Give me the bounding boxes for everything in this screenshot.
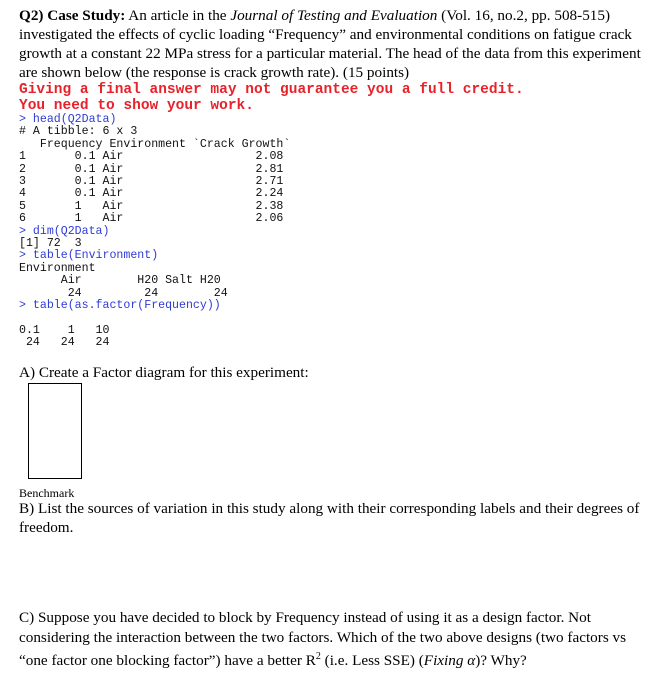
part-a-prompt: A) Create a Factor diagram for this experiment:	[19, 364, 309, 381]
part-c-prompt	[19, 608, 647, 671]
table-env-header: Environment	[19, 261, 96, 275]
tibble-info: # A tibble: 6 x 3	[19, 125, 138, 139]
tibble-row: 6 1 Air 2.06	[19, 212, 284, 226]
r-squared-superscript: 2	[315, 651, 321, 662]
tibble-row: 5 1 Air 2.38	[19, 199, 284, 213]
intro-text-b: (Vol. 16, no.2, pp. 508-515) investigated the effects of cyclic loading “Frequency” and environmental conditions on fatigue crack growth at a constant 22 MPa stress for a particular material. The head of the data from this experiment are shown below (the response is crack growth rate). (15 points)	[19, 7, 641, 81]
table-env-levels: Air H20 Salt H20	[19, 274, 221, 288]
table-env-counts: 24 24 24	[19, 286, 228, 300]
tibble-row: 4 0.1 Air 2.24	[19, 187, 284, 201]
tibble-row: 3 0.1 Air 2.71	[19, 175, 284, 189]
benchmark-label: Benchmark	[19, 486, 75, 500]
question-intro	[19, 6, 641, 82]
r-console-output	[19, 114, 290, 350]
table-freq-counts: 24 24 24	[19, 336, 110, 350]
dim-output: [1] 72 3	[19, 237, 82, 251]
part-b-prompt: B) List the sources of variation in this study along with their corresponding labels and their degrees of freedom.	[19, 500, 640, 536]
journal-name: Journal of Testing and Evaluation	[230, 7, 438, 24]
part-c-text-a: C) Suppose you have decided to block by Frequency instead of using it as a design factor. Not considering the interaction between the two factors. Which of the two above designs (two factors vs “one factor one blocking factor”) have a better R	[19, 609, 627, 670]
dim-command: > dim(Q2Data)	[19, 224, 110, 238]
warning-line-2: You need to show your work.	[19, 98, 254, 114]
table-freq-command: > table(as.factor(Frequency))	[19, 299, 221, 313]
table-env-command: > table(Environment)	[19, 249, 159, 263]
tibble-row: 1 0.1 Air 2.08	[19, 150, 284, 164]
tibble-columns: Frequency Environment `Crack Growth`	[19, 137, 291, 151]
factor-diagram-box	[28, 383, 82, 479]
part-c-text-b: (i.e. Less SSE) (	[320, 652, 424, 670]
part-c-text-c: )? Why?	[475, 652, 527, 670]
part-c-italic: Fixing α	[423, 652, 476, 670]
table-freq-levels: 0.1 1 10	[19, 323, 110, 337]
question-label: Q2) Case Study:	[19, 7, 126, 24]
warning-note	[19, 82, 524, 114]
warning-line-1: Giving a final answer may not guarantee you a full credit.	[19, 82, 524, 98]
intro-text-a: An article in the	[125, 7, 231, 24]
head-command: > head(Q2Data)	[19, 113, 117, 126]
tibble-row: 2 0.1 Air 2.81	[19, 162, 284, 176]
